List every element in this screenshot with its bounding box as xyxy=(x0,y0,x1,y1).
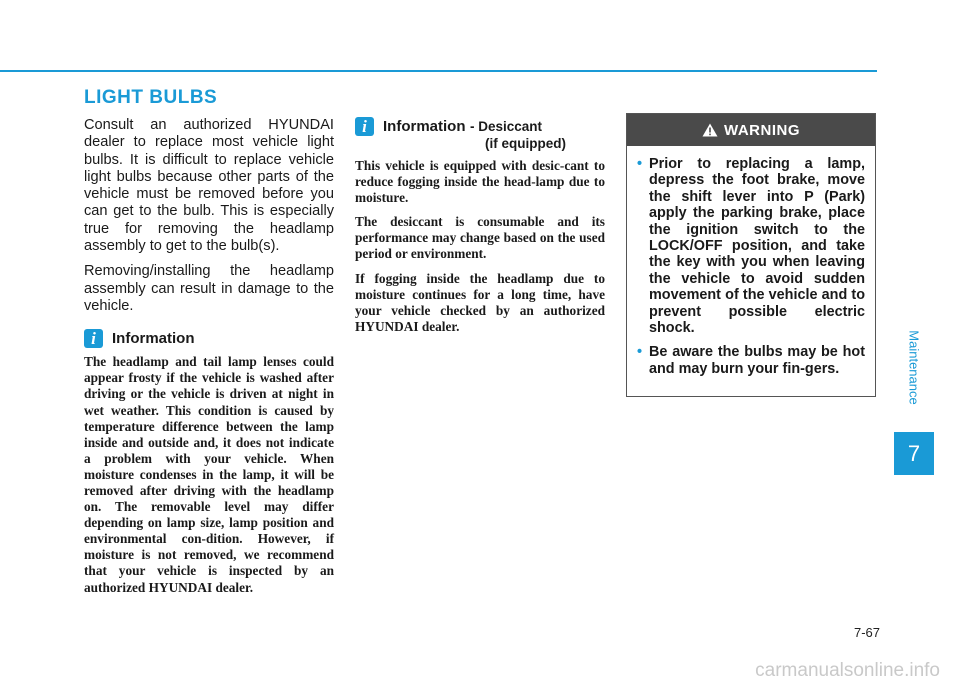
list-item xyxy=(639,156,865,336)
removal-paragraph: Removing/installing the headlamp assembly can result in damage to the vehicle. xyxy=(84,263,334,314)
warning-item-text: Prior to replacing a lamp, depress the foot brake, move the shift lever into P (Park) apply the parking brake, place the ignition switch to the LOCK/OFF position, and take the key with you when leaving the vehicle to avoid sudden movement of the vehicle and to prevent possible electric shock. xyxy=(649,156,865,337)
desiccant-paragraph: The desiccant is consumable and its performance may change based on the used period or environment. xyxy=(355,214,605,262)
middle-column xyxy=(355,117,605,343)
info-icon: i xyxy=(355,117,374,136)
watermark: carmanualsonline.info xyxy=(755,660,940,681)
warning-header xyxy=(627,114,875,146)
section-title: LIGHT BULBS xyxy=(84,87,218,108)
desiccant-info-header xyxy=(355,117,605,152)
side-tab-label: Maintenance xyxy=(906,329,922,405)
intro-paragraph: Consult an authorized HYUNDAI dealer to replace most vehicle light bulbs. It is difficult to replace vehicle light bulbs because other parts of the vehicle must be removed before you can get to the bulb. This is especially true for removing the headlamp assembly to get to the bulb(s). xyxy=(84,117,334,255)
warning-box xyxy=(626,113,876,397)
side-tab xyxy=(904,312,924,422)
chapter-number: 7 xyxy=(894,432,934,475)
info-subtitle-2: (if equipped) xyxy=(485,136,566,151)
bullet-icon: • xyxy=(637,156,643,172)
info-body: The headlamp and tail lamp lenses could appear frosty if the vehicle is washed after driving or the vehicle is driven at night in wet weather. This condition is caused by temperature difference between the lamp inside and outside and, it does not indicate a problem with your vehicle. When moisture condenses in the lamp, it will be removed after driving with the headlamp on. The removable level may differ depending on lamp size, lamp position and environmental con-dition. However, if moisture is not removed, we recommend that your vehicle is inspected by an authorized HYUNDAI dealer. xyxy=(84,354,334,595)
left-column xyxy=(84,117,334,604)
info-icon: i xyxy=(84,329,103,348)
warning-title: WARNING xyxy=(724,121,800,139)
top-rule xyxy=(0,70,877,72)
warning-item-text: Be aware the bulbs may be hot and may burn your fin-gers. xyxy=(649,344,865,377)
desiccant-paragraph: If fogging inside the headlamp due to moisture continues for a long time, have your vehicle checked by an authorized HYUNDAI dealer. xyxy=(355,270,605,334)
info-subtitle: - Desiccant xyxy=(469,119,542,134)
info-label: Information xyxy=(112,330,195,348)
desiccant-paragraph: This vehicle is equipped with desic-cant to reduce fogging inside the head-lamp due to moisture. xyxy=(355,158,605,206)
info-header xyxy=(84,329,334,348)
bullet-icon: • xyxy=(637,344,643,361)
warning-list xyxy=(627,146,875,377)
page-number: 7-67 xyxy=(853,625,880,640)
list-item xyxy=(639,344,865,377)
warning-triangle-icon xyxy=(702,123,718,137)
info-label: Information xyxy=(383,118,466,135)
